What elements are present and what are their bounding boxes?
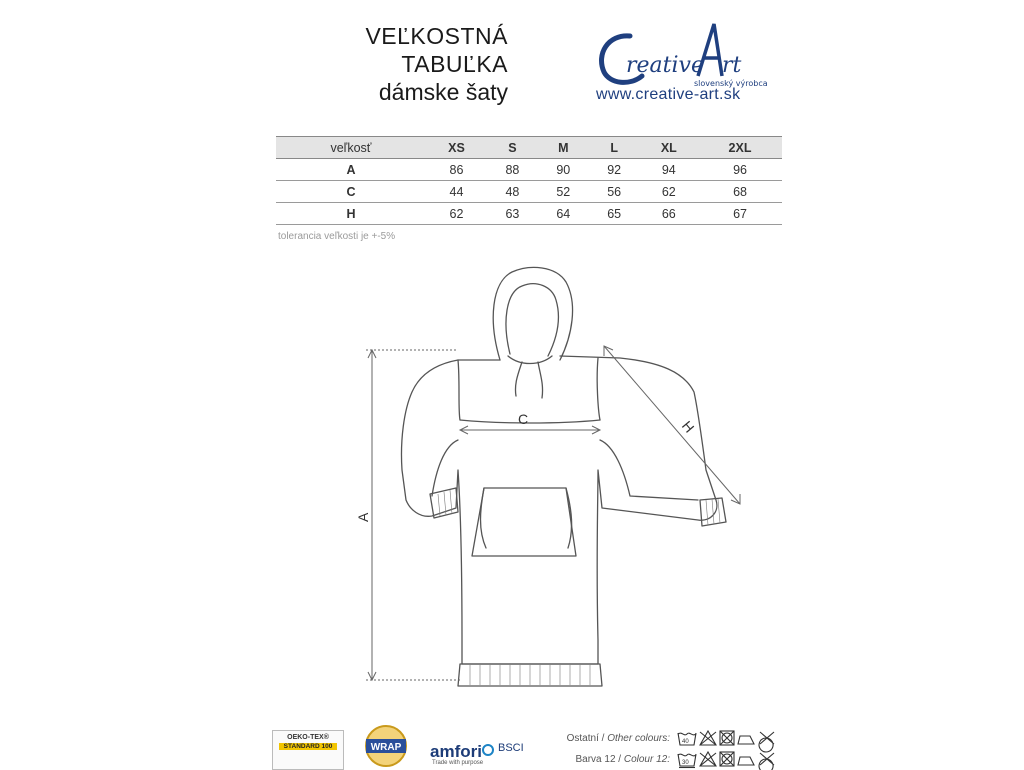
page-subtitle: dámske šaty [378, 79, 508, 105]
hood-outline [493, 267, 572, 360]
row-label-a: A [276, 159, 426, 181]
colour12-label: Barva 12 / Colour 12: [575, 754, 670, 765]
bsci-label: BSCI [498, 742, 524, 754]
page-title: VEĽKOSTNÁ TABUĽKA [365, 23, 508, 77]
table-cell: 48 [487, 181, 538, 203]
row-label-c: C [276, 181, 426, 203]
kangaroo-pocket [472, 488, 576, 556]
oeko-tex-standard: STANDARD 100 [279, 743, 337, 750]
size-header-m: M [538, 137, 589, 159]
care-icons-colour12 [676, 750, 786, 768]
hood-inner [506, 284, 558, 356]
measure-c-label: C [518, 411, 529, 427]
wash-temp-colour12: 30 [682, 760, 689, 766]
amfori-logo: amfori [430, 742, 482, 761]
size-header-xl: XL [640, 137, 698, 159]
table-cell: 63 [487, 203, 538, 225]
no-dry-clean-icon [759, 732, 774, 752]
table-cell: 88 [487, 159, 538, 181]
size-header-s: S [487, 137, 538, 159]
table-row [276, 203, 782, 225]
wash-temp-other: 40 [682, 739, 689, 745]
no-bleach-icon [700, 731, 716, 745]
wrap-logo [358, 724, 414, 768]
table-cell: 68 [698, 181, 782, 203]
drawstring-left [515, 362, 522, 396]
tolerance-note: tolerancia veľkosti je +-5% [278, 231, 396, 242]
title-block [258, 22, 508, 106]
table-cell: 44 [426, 181, 487, 203]
row-label-h: H [276, 203, 426, 225]
svg-text:reative: reative [626, 53, 704, 78]
table-cell: 56 [589, 181, 640, 203]
drawstring-right [538, 362, 543, 398]
svg-text:rt: rt [722, 53, 742, 78]
table-cell: 90 [538, 159, 589, 181]
other-colours-label: Ostatní / Other colours: [566, 733, 670, 744]
iron-icon [738, 736, 754, 744]
table-cell: 64 [538, 203, 589, 225]
size-table-header [276, 137, 782, 159]
iron-icon [738, 757, 754, 765]
table-cell: 65 [589, 203, 640, 225]
oeko-tex-badge [272, 730, 344, 770]
garment-diagram [350, 260, 770, 690]
table-cell: 62 [426, 203, 487, 225]
table-row [276, 181, 782, 203]
no-bleach-icon [700, 752, 716, 766]
measure-h-line [604, 346, 740, 504]
table-cell: 62 [640, 181, 698, 203]
size-header-corner: veľkosť [276, 137, 426, 159]
size-header-xs: XS [426, 137, 487, 159]
table-cell: 66 [640, 203, 698, 225]
brand-tagline: slovenský výrobca [694, 79, 768, 88]
table-cell: 86 [426, 159, 487, 181]
body-outline [401, 356, 716, 664]
brand-url: www.creative-art.sk [596, 86, 741, 103]
table-cell: 96 [698, 159, 782, 181]
table-row [276, 159, 782, 181]
size-header-2xl: 2XL [698, 137, 782, 159]
table-cell: 52 [538, 181, 589, 203]
table-cell: 67 [698, 203, 782, 225]
table-cell: 94 [640, 159, 698, 181]
measure-h-label: H [678, 417, 698, 436]
measure-a-label: A [355, 512, 371, 522]
size-header-l: L [589, 137, 640, 159]
wrap-text: WRAP [370, 742, 402, 753]
bsci-icon [482, 744, 494, 756]
no-dry-clean-icon [759, 753, 774, 770]
care-icons-other [676, 729, 786, 747]
size-table [276, 136, 782, 225]
table-cell: 92 [589, 159, 640, 181]
oeko-tex-title: OEKO-TEX® [287, 734, 329, 741]
amfori-tagline: Trade with purpose [432, 760, 484, 766]
